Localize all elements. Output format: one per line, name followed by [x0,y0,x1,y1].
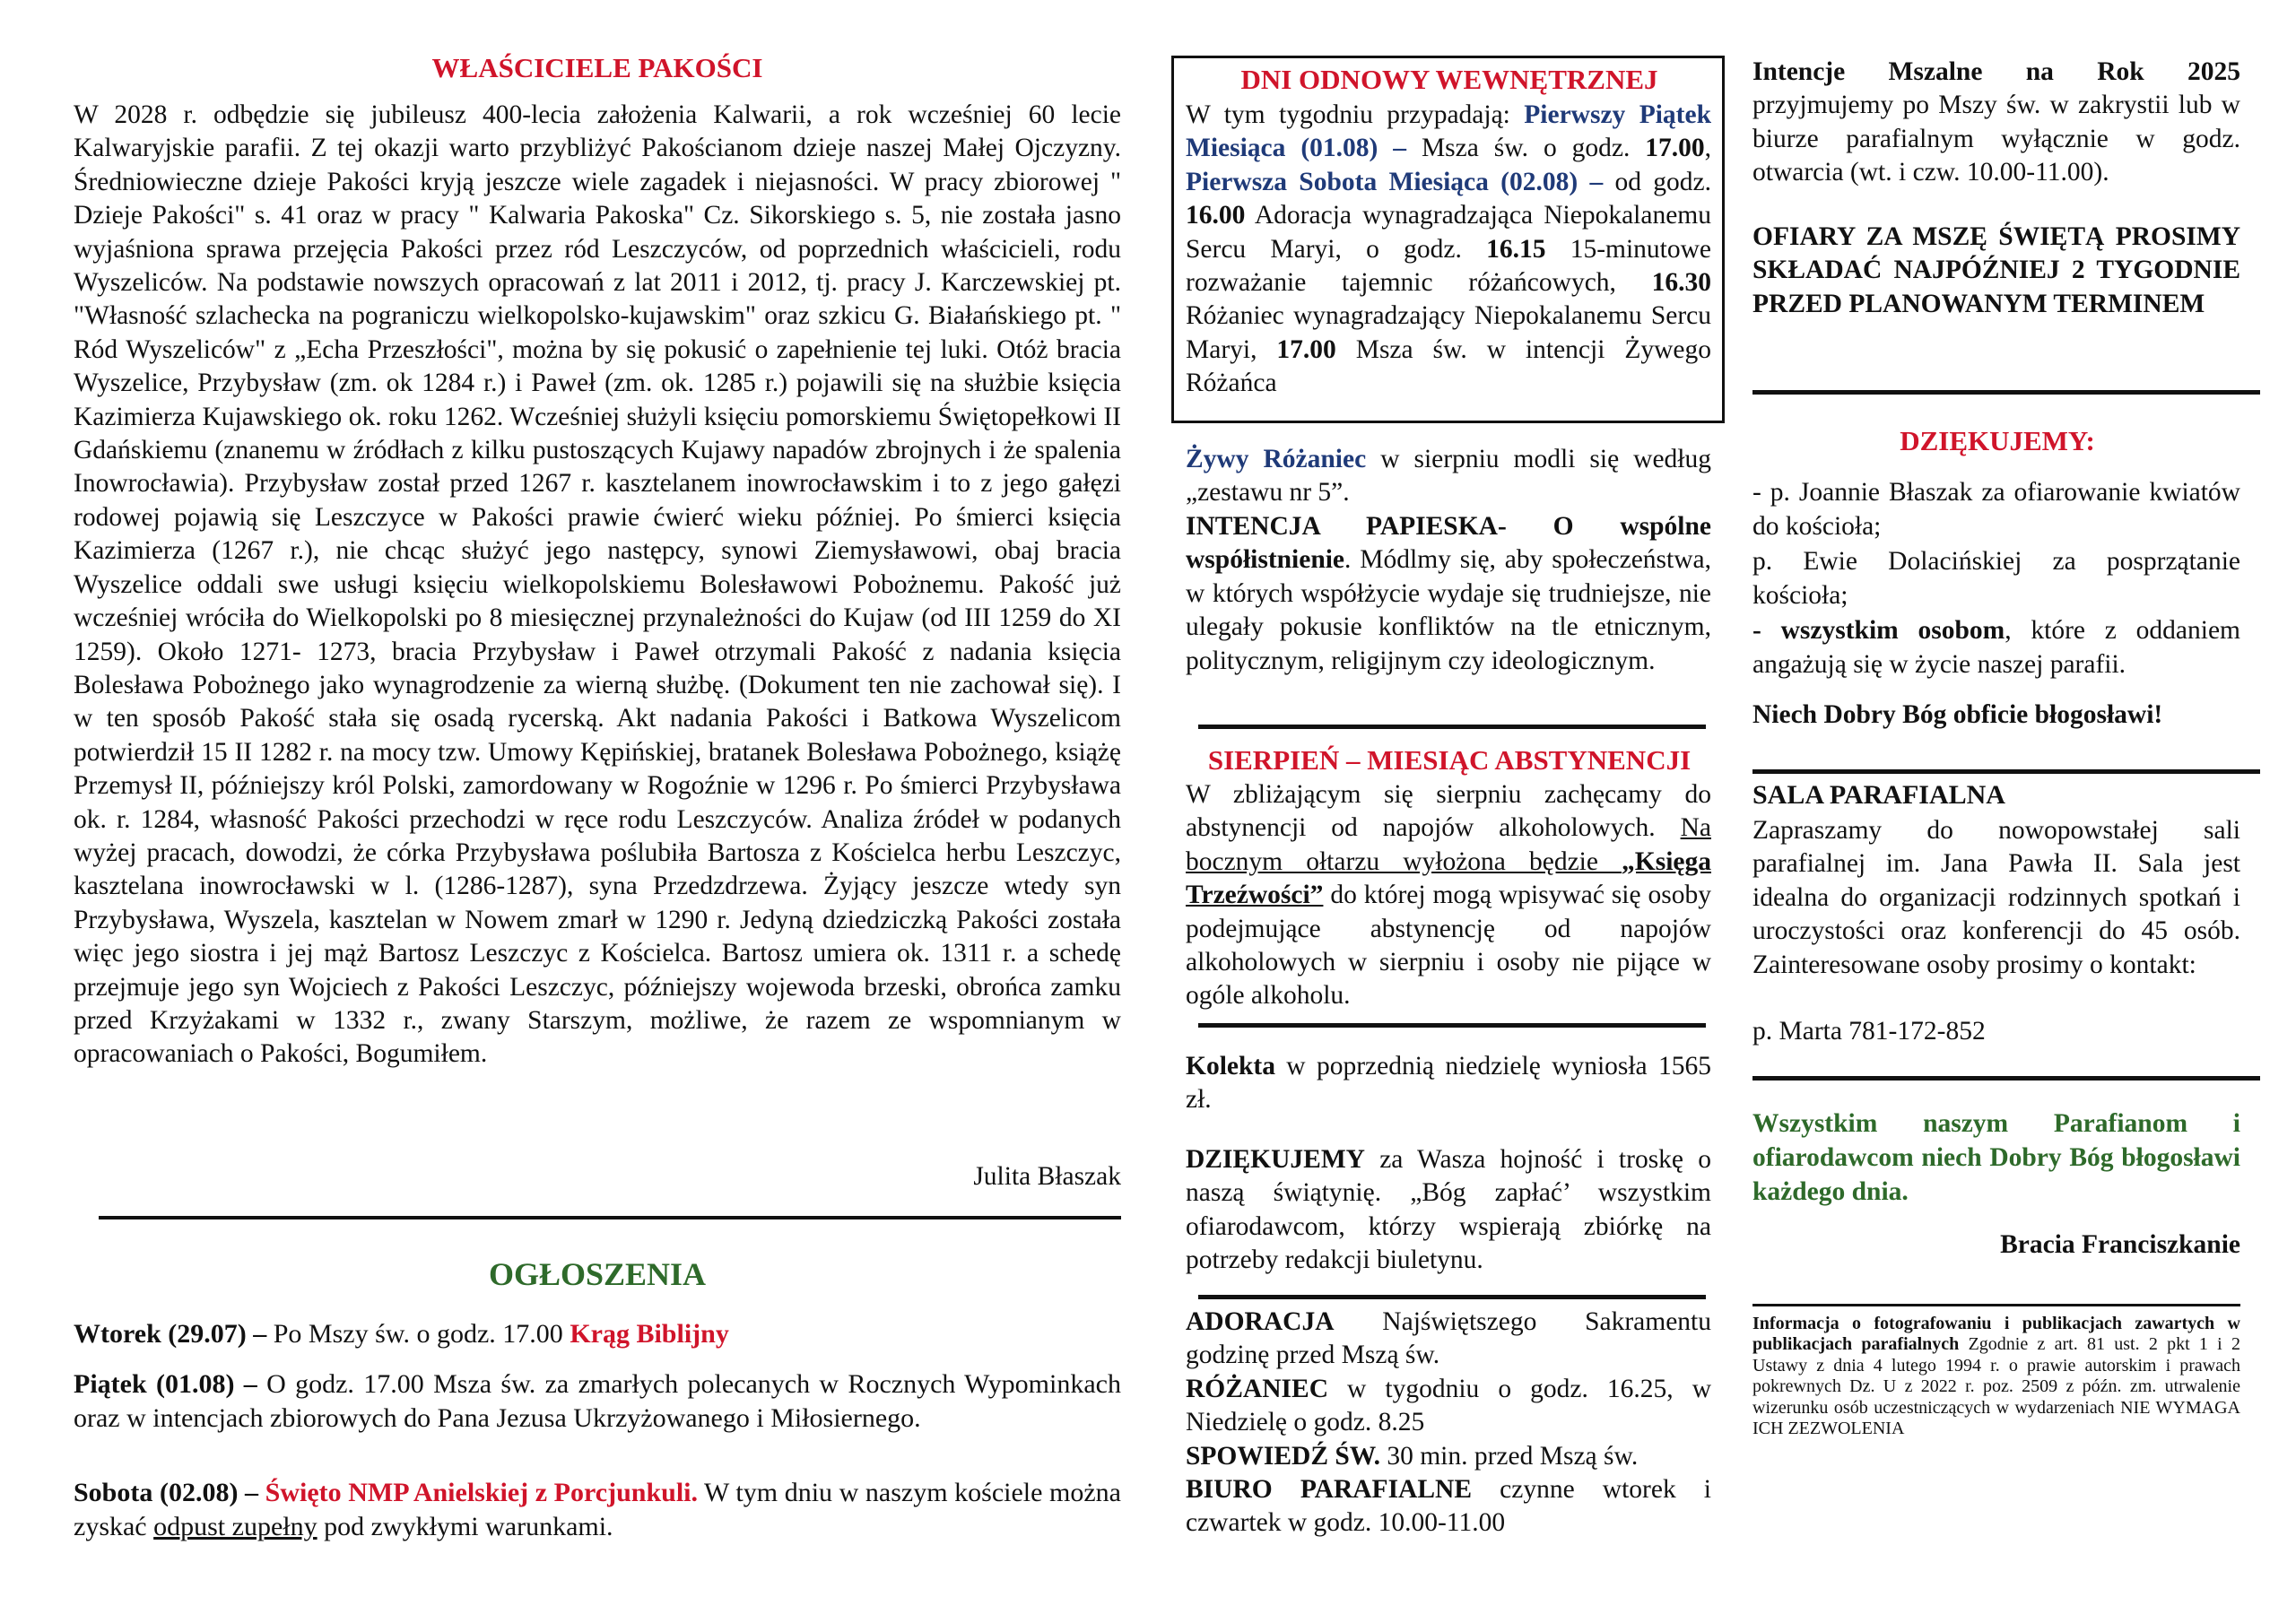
office-label: BIURO PARAFIALNE [1186,1475,1473,1504]
renewal-t15: Msza św. w intencji Żywego Różańca [1186,334,1711,398]
papal-label: INTENCJA PAPIESKA- O wspólne współistnienie [1186,512,1711,575]
signature: Bracia Franciszkanie [2000,1230,2240,1259]
hall-text: Zapraszamy do nowopowstałej sali parafialnej im. Jana Pawła II. Sala jest idealna do organizacji rodzinnych spotkań i uroczystości oraz konferencji do 45 osób. Zainteresowane osoby prosimy o kontakt: [1752,816,2240,979]
tuesday-text: Po Mszy św. o godz. 17.00 [266,1319,570,1349]
intentions-text: przyjmujemy po Mszy św. w zakrystii lub w biurze parafialnym wyłącznie w godz. otwarcia (wt. i czw. 10.00-11.00). [1752,91,2240,187]
abstinence-t4: do której mogą wpisywać się osoby podejmujące abstynencję od napojów alkoholowych w sierpniu i osoby nie pijące w ogóle alkoholu. [1186,881,1711,1011]
sobriety-book: „Księga Trzeźwości” [1186,846,1711,910]
renewal-t7: od godz. [1603,167,1711,196]
friday-label: Piątek (01.08) – [74,1369,257,1399]
announcement-tuesday [74,1317,1121,1351]
announcement-saturday [74,1476,1121,1544]
thanks-text: za Wasza hojność i troskę o naszą świątynię. „Bóg zapłać’ wszystkim ofiarodawcom, którzy wspierają zbiórkę na potrzeby redakcji biuletynu. [1186,1145,1711,1275]
thanks-item-3 [1752,613,2240,682]
rosary-label: Żywy Różaniec [1186,445,1367,473]
abstinence-t2: Na bocznym ołtarzu wyłożona będzie [1186,813,1711,876]
papal-text: . Módlmy się, aby społeczeństwa, w których współżycie wydaje się trudniejsze, nie ulegały pokusie konfliktów na tle etnicznym, politycznym, religijnym czy ideologicznym. [1186,545,1711,675]
article-title: WŁAŚCICIELE PAKOŚCI [431,52,763,83]
renewal-t9: Adoracja wynagradzająca Niepokalanemu Sercu Maryi, o godz. [1186,201,1711,264]
collection-notice [1186,1050,1711,1117]
abstinence-text [1186,778,1711,1013]
renewal-t13: Różaniec wynagradzający Niepokalanemu Sercu Maryi, [1186,301,1711,364]
offering-notice: OFIARY ZA MSZĘ ŚWIĘTĄ PROSIMY SKŁADAĆ NAJPÓŹNIEJ 2 TYGODNIE PRZED PLANOWANYM TERMINEM [1752,222,2240,318]
mass-intentions [1752,56,2240,190]
first-saturday: Pierwsza Sobota Miesiąca (02.08) – [1186,167,1604,196]
renewal-title: DNI ODNOWY WEWNĘTRZNEJ [1240,64,1658,95]
first-friday: Pierwszy Piątek Miesiąca (01.08) – [1186,100,1711,163]
papal-intention [1186,510,1711,678]
saturday-indulgence: odpust zupełny [153,1512,317,1541]
hall-contact: p. Marta 781-172-852 [1752,1017,1986,1046]
divider-col3-1 [1752,390,2260,395]
thanks-item-2: p. Ewie Dolacińskiej za posprzątanie kościoła; [1752,547,2240,611]
office-text: czynne wtorek i czwartek w godz. 10.00-11.00 [1186,1475,1711,1538]
rosary-schedule-text: w tygodniu o godz. 16.25, w Niedzielę o godz. 8.25 [1186,1375,1711,1437]
adoration-label: ADORACJA [1186,1307,1335,1336]
renewal-t5: , [1704,134,1711,163]
announcements-title: OGŁOSZENIA [488,1256,707,1292]
photo-info-text: Zgodnie z art. 81 ust. 2 pkt 1 i 2 Ustawy z dnia 4 lutego 1994 r. o prawie autorskim i prawach pokrewnych Dz. U z 2022 r. poz. 2509 z późn. zm. utrwalenie wizerunku osób uczestniczących w wydarzeniach NIE WYMAGA ICH ZEZWOLENIA [1752,1334,2241,1439]
tuesday-label: Wtorek (29.07) – [74,1319,267,1349]
divider-col3-3 [1752,1076,2260,1081]
abstinence-title: SIERPIEŃ – MIESIĄC ABSTYNENCJI [1207,744,1692,776]
renewal-t14: 17.00 [1276,334,1336,364]
divider-col3-4 [1752,1304,2240,1306]
renewal-t11: 15-minutowe rozważanie tajemnic różańcowych, [1186,234,1712,298]
divider-col2-2 [1198,1023,1706,1028]
renewal-intro: W tym tygodniu przypadają: [1186,100,1525,129]
friday-text: O godz. 17.00 Msza św. za zmarłych polecanych w Rocznych Wypominkach oraz w intencjach zbiorowych do Pana Jezusa Ukrzyżowanego i Miłosiernego. [74,1369,1121,1433]
renewal-text [1186,99,1711,401]
confession-text: 30 min. przed Mszą św. [1379,1442,1639,1471]
thanks-label: DZIĘKUJEMY [1186,1145,1365,1174]
thanks-title: DZIĘKUJEMY: [1900,425,2095,456]
wish: Wszystkim naszym Parafianom i ofiarodawcom niech Dobry Bóg błogosławi każdego dnia. [1752,1109,2240,1206]
thanks-item-1: - p. Joannie Błaszak za ofiarowanie kwiatów do kościoła; [1752,478,2240,542]
schedule-adoration [1186,1306,1711,1373]
saturday-event: Święto NMP Anielskiej z Porcjunkuli. [258,1478,698,1507]
renewal-t12: 16.30 [1651,268,1711,298]
renewal-t3: Msza św. o godz. [1406,134,1646,163]
announcement-friday [74,1367,1121,1436]
thanks-item-3-bold: - wszystkim osobom [1752,616,2005,645]
photo-info [1752,1314,2240,1439]
abstinence-t1: W zbliżającym się sierpniu zachęcamy do abstynencji od napojów alkoholowych. [1186,780,1711,843]
renewal-t8: 16.00 [1186,201,1246,230]
schedule-confession [1186,1440,1711,1473]
schedule-office [1186,1473,1711,1541]
collection-label: Kolekta [1186,1052,1275,1081]
intentions-label: Intencje Mszalne na Rok 2025 [1752,57,2240,86]
thanks-notice [1186,1143,1711,1278]
rosary-schedule-label: RÓŻANIEC [1186,1375,1328,1403]
saturday-text: W tym dniu w naszym kościele można zyskać [74,1478,1121,1541]
schedule-rosary [1186,1373,1711,1440]
confession-label: SPOWIEDŹ ŚW. [1186,1442,1380,1471]
saturday-end: pod zwykłymi warunkami. [317,1512,613,1541]
thanks-item-3-text: , które z oddaniem angażują się w życie naszej parafii. [1752,616,2240,680]
divider-col3-2 [1752,769,2260,774]
tuesday-event: Krąg Biblijny [570,1319,729,1349]
adoration-text: Najświętszego Sakramentu godzinę przed Mszą św. [1186,1307,1711,1370]
article-body: W 2028 r. odbędzie się jubileusz 400-lecia założenia Kalwarii, a rok wcześniej 60 lecie Kalwaryjskie parafii. Z tej okazji warto przybliżyć Pakościanom dzieje naszej Małej Ojczyzny. Średniowieczne dzieje Pakości kryją jeszcze wiele zagadek i niejasności. W pracy zbiorowej " Dzieje Pakości" s. 41 oraz w pracy " Kalwaria Pakoska" Cz. Sikorskiego s. 5, nie została jasno wyjaśniona sprawa przejęcia Pakości przez ród Leszczyców, od poprzednich właścicieli, rodu Wyszeliców. Na podstawie nowszych opracowań z lat 2011 i 2012, tj. pracy J. Karczewskiej pt. "Własność szlachecka na pograniczu wielkopolsko-kujawskim" oraz szkicu G. Białańskiego pt. " Ród Wyszeliców" z „Echa Przeszłości", można by się pokusić o zapełnienie tej luki. Otóż bracia Wyszelice, Przybysław (zm. ok 1284 r.) i Paweł (zm. ok. 1285 r.) pojawili się na służbie księcia Kazimierza Kujawskiego ok. roku 1262. Wcześniej służyli księciu pomorskiemu Świętopełkowi II Gdańskiemu (znanemu w źródłach z kilku pustoszących Kujawy napadów zbrojnych i że spalenia Inowrocławia). Przybysław został przed 1267 r. kasztelanem inowrocławskim i to z jego gałęzi rodowej pojawią się Leszczyce w Pakości prawie ćwierć wieku później. Po śmierci księcia Kazimierza (1267 r.), nie chcąc służyć jego następcy, synowi Ziemysławowi, obaj bracia Wyszelice oddali swe usługi księciu wielkopolskiemu Bolesławowi Pobożnemu. Pakość już wcześniej wróciła do Wielkopolski po 8 miesięcznej przynależności do Kujaw (od III 1259 do XI 1259). Około 1271- 1273, bracia Przybysław i Paweł otrzymali Pakość z nadania księcia Bolesława Pobożnego jako wynagrodzenie za wierną służbę. (Dokument ten nie zachował się). I w ten sposób Pakość stała się osadą rycerską. Akt nadania Pakości i Batkowa Wyszelicom potwierdził 15 II 1282 r. na mocy tzw. Umowy Kępińskiej, bratanek Bolesława Pobożnego, książę Przemysł II, późniejszy król Polski, zamordowany w Rogoźnie w 1296 r. Po śmierci Przybysława ok. r. 1284, własność Pakości przechodzi w ręce rodu Leszczyców. Analiza źródeł w podanych wyżej pracach, dowodzi, że córka Przybysława poślubiła Bartosza z Kościelca herbu Leszczyc, kasztelana inowrocławski w l. (1286-1287), syna Przedzdrzewa. Żyjący jeszcze wtedy syn Przybysława, Wyszela, kasztelan w Nowem zmarł w 1290 r. Jedyną dziedziczką Pakości została więc jego siostra i jej mąż Bartosz Leszczyc z Kościelca. Bartosz umiera ok. 1311 r. a schedę przejmuje jego syn Wojciech z Pakości Leszczyc, późniejszy wojewoda brzeski, obrońca zamku przed Krzyżakami w 1332 r., zwany Starszym, możliwe, że razem ze wspomnianym w opracowaniach o Pakości, Bogumiłem. [74,100,1121,1069]
photo-info-label: Informacja o fotografowaniu i publikacjach zawartych w publikacjach parafialnych [1752,1314,2240,1355]
blessing: Niech Dobry Bóg obficie błogosławi! [1752,700,2163,729]
rosary-notice [1186,443,1711,510]
renewal-t4: 17.00 [1645,134,1705,163]
divider-col2-1 [1198,725,1706,729]
collection-text: w poprzednią niedzielę wyniosła 1565 zł. [1186,1052,1711,1115]
renewal-t10: 16.15 [1486,234,1546,264]
saturday-label: Sobota (02.08) – [74,1478,259,1507]
divider-col2-3 [1198,1295,1706,1299]
rosary-text: w sierpniu modli się według „zestawu nr 5”. [1186,445,1712,508]
divider-col1 [99,1216,1121,1219]
hall-title: SALA PARAFIALNA [1752,780,2005,810]
article-author: Julita Błaszak [973,1162,1121,1191]
